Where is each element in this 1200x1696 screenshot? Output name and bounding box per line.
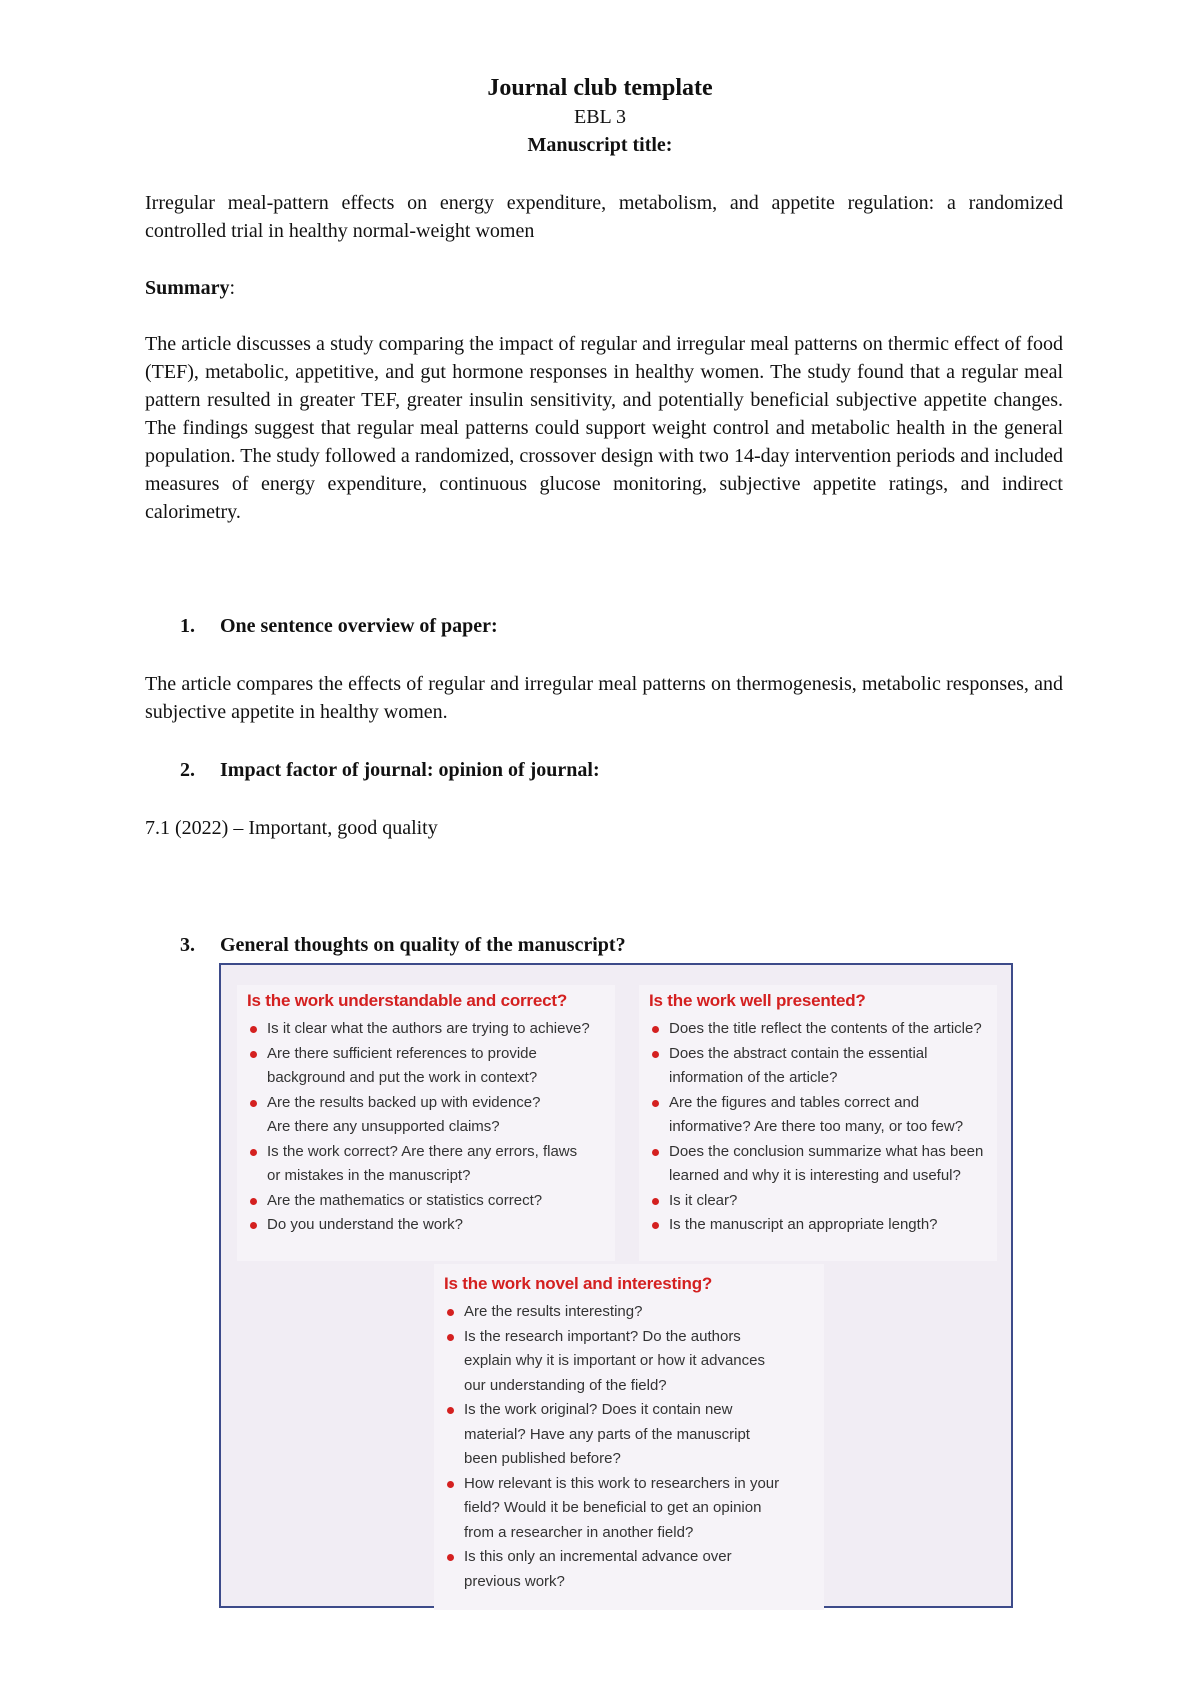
bullet-dot-icon [447,1554,454,1561]
summary-text: The article discusses a study comparing the impact of regular and irregular meal patterns on thermic effect of food (TEF), metabolic, appetitive, and gut hormone responses in healthy women. The study found that a regular meal pattern resulted in greater TEF, greater insulin sensitivity, and potentially beneficial subjective appetite changes. The findings suggest that regular meal patterns could support weight control and metabolic health in the general population. The study followed a randomized, crossover design with two 14-day intervention periods and included measures of energy expenditure, continuous glucose monitoring, subjective appetite ratings, and indirect calorimetry. [145,333,1063,523]
checklist-item [649,1213,997,1238]
checklist-item [649,1042,997,1091]
checklist-item-line: Is the work original? Does it contain new [464,1401,733,1418]
bullet-dot-icon [250,1222,257,1229]
checklist-item [247,1017,615,1042]
question-1-number: 1. [180,615,195,637]
manuscript-title-label: Manuscript title: [527,134,673,156]
checklist-item-line: information of the article? [669,1069,838,1086]
checklist-item-line: previous work? [464,1572,565,1590]
checklist-item-line: been published before? [464,1450,621,1467]
checklist-item-line: background and put the work in context? [267,1069,538,1086]
checklist-item-line: Does the abstract contain the essential [669,1044,928,1062]
question-2-answer: 7.1 (2022) – Important, good quality [145,817,438,839]
checklist-item-line: or mistakes in the manuscript? [267,1167,471,1184]
question-1-label: One sentence overview of paper: [220,615,498,637]
checklist-item [649,1140,997,1189]
question-3-label: General thoughts on quality of the manuscript? [220,934,626,956]
question-2-heading [180,756,600,784]
bullet-dot-icon [250,1149,257,1156]
bullet-dot-icon [447,1407,454,1414]
checklist-card-novel [434,1264,824,1610]
checklist-item-line: How relevant is this work to researchers in your [464,1474,780,1492]
summary-label: Summary [145,277,230,299]
bullet-dot-icon [250,1051,257,1058]
checklist-item [444,1472,824,1546]
checklist-item-line: Is it clear what the authors are trying to achieve? [267,1020,590,1037]
checklist-item-line: material? Have any parts of the manuscript [464,1425,750,1443]
document-title: Journal club template [487,75,713,101]
checklist-item [444,1300,824,1325]
checklist-item [247,1042,615,1091]
checklist-item-line: our understanding of the field? [464,1376,667,1394]
checklist-item-line: Are the mathematics or statistics correct? [267,1191,543,1209]
checklist-item-line: Is the research important? Do the authors [464,1327,741,1345]
checklist-item-line: Are there sufficient references to provide [267,1044,537,1062]
checklist-item-line: learned and why it is interesting and useful? [669,1167,961,1184]
bullet-dot-icon [652,1198,659,1205]
checklist-item-line: Are the results backed up with evidence? [267,1093,541,1111]
checklist-card-title: Is the work understandable and correct? [247,991,567,1010]
checklist-list [649,1017,997,1238]
checklist-list [444,1300,824,1594]
checklist-item-line: Does the conclusion summarize what has been [669,1142,984,1160]
bullet-dot-icon [250,1100,257,1107]
checklist-figure [219,963,1013,1608]
checklist-item-line: Are the results interesting? [464,1303,643,1320]
bullet-dot-icon [447,1334,454,1341]
checklist-item [649,1189,997,1214]
checklist-item [444,1398,824,1472]
checklist-item [444,1545,824,1594]
question-2-label: Impact factor of journal: opinion of journal: [220,759,600,781]
checklist-item [649,1017,997,1042]
question-1-answer: The article compares the effects of regular and irregular meal patterns on thermogenesis, metabolic responses, and subjective appetite in healthy women. [145,673,1063,723]
checklist-item-line: Is this only an incremental advance over [464,1548,732,1565]
checklist-item-line: field? Would it be beneficial to get an opinion [464,1499,762,1516]
manuscript-title: Irregular meal-pattern effects on energy expenditure, metabolism, and appetite regulation: a randomized controlled trial in healthy normal-weight women [145,192,1063,242]
bullet-dot-icon [250,1198,257,1205]
question-3-heading [180,931,626,959]
checklist-list [247,1017,615,1238]
summary-heading [145,274,235,302]
checklist-card-title: Is the work novel and interesting? [444,1274,713,1293]
checklist-item [247,1189,615,1214]
question-3-number: 3. [180,934,195,956]
checklist-item-line: explain why it is important or how it advances [464,1352,765,1369]
checklist-item [247,1091,615,1140]
checklist-card-presented [639,985,997,1261]
bullet-dot-icon [447,1481,454,1488]
bullet-dot-icon [652,1051,659,1058]
bullet-dot-icon [447,1309,454,1316]
checklist-item-line: Is the manuscript an appropriate length? [669,1216,938,1233]
checklist-item-line: informative? Are there too many, or too few? [669,1118,964,1135]
bullet-dot-icon [652,1149,659,1156]
checklist-item-line: Is it clear? [669,1191,738,1209]
checklist-item-line: Does the title reflect the contents of the article? [669,1020,982,1037]
bullet-dot-icon [652,1026,659,1033]
bullet-dot-icon [250,1026,257,1033]
bullet-dot-icon [652,1100,659,1107]
bullet-dot-icon [652,1222,659,1229]
question-1-heading [180,612,498,640]
checklist-item [444,1325,824,1399]
checklist-item [247,1140,615,1189]
document-subtitle: EBL 3 [573,106,627,128]
checklist-item [649,1091,997,1140]
checklist-item-line: Do you understand the work? [267,1216,463,1233]
checklist-card-title: Is the work well presented? [649,991,866,1010]
checklist-item-line: Are the figures and tables correct and [669,1093,920,1111]
checklist-item [247,1213,615,1238]
checklist-item-line: Are there any unsupported claims? [267,1118,500,1135]
question-2-number: 2. [180,759,195,781]
checklist-card-understandable [237,985,615,1261]
checklist-item-line: from a researcher in another field? [464,1523,694,1541]
checklist-item-line: Is the work correct? Are there any errors, flaws [267,1142,578,1160]
summary-colon: : [229,277,236,299]
